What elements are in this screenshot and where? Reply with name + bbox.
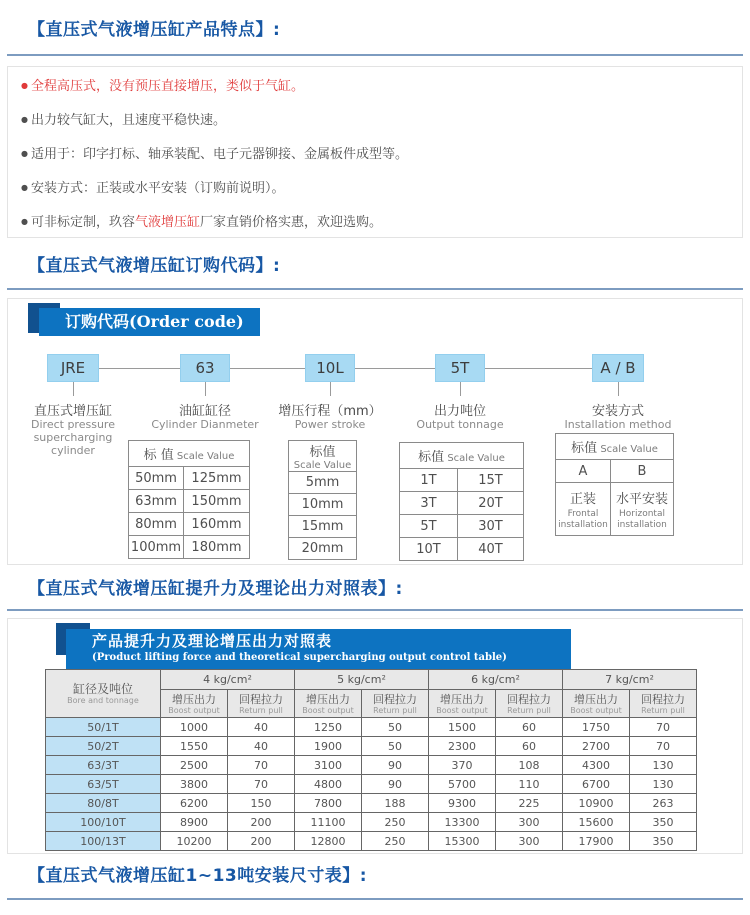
table-cell: 12800 <box>295 832 362 851</box>
table-cell: 250 <box>362 813 429 832</box>
stroke-scale-table <box>288 440 357 560</box>
code-label-en-line: Installation method <box>564 418 672 431</box>
pressure-header: 6 kg/cm² <box>429 670 563 690</box>
table-cell: 15600 <box>563 813 630 832</box>
table-cell: 263 <box>630 794 697 813</box>
table-row <box>129 490 250 513</box>
table-cell: 15mm <box>289 516 357 538</box>
code-label-cn: 增压行程（mm） <box>278 404 382 419</box>
table-cell: 130 <box>630 756 697 775</box>
table-row <box>400 469 524 492</box>
install-option-cn: 正装 <box>569 492 596 507</box>
sub-header-en: Return pull <box>239 706 283 715</box>
table-cell: 20mm <box>289 538 357 560</box>
lift-force-table <box>45 669 697 851</box>
table-cell: 10900 <box>563 794 630 813</box>
table-cell: 1900 <box>295 737 362 756</box>
table-cell: 40T <box>458 538 524 561</box>
table-cell: 3100 <box>295 756 362 775</box>
table-row <box>129 441 250 467</box>
connector-stub <box>73 382 74 396</box>
table-cell: 350 <box>630 832 697 851</box>
table-row <box>129 536 250 559</box>
table-row <box>46 813 697 832</box>
table-row <box>289 516 357 538</box>
scale-header-en: Scale Value <box>293 460 352 471</box>
row-label: 50/2T <box>46 737 161 756</box>
table-row <box>46 670 697 690</box>
table-row <box>556 483 674 536</box>
code-segment: 5T <box>435 354 485 382</box>
code-label-en <box>528 418 708 431</box>
table-row <box>556 434 674 460</box>
code-label-cn: 直压式增压缸 <box>33 404 112 419</box>
table-row <box>289 472 357 494</box>
table-cell: 8900 <box>161 813 228 832</box>
table-cell: 6700 <box>563 775 630 794</box>
sub-header-en: Return pull <box>373 706 417 715</box>
table-cell: 9300 <box>429 794 496 813</box>
code-label-en-line: cylinder <box>51 444 95 457</box>
table-cell: 1250 <box>295 718 362 737</box>
code-label-en-line: Cylinder Dianmeter <box>151 418 259 431</box>
lift-table-head <box>46 670 697 718</box>
table-cell: 180mm <box>184 536 250 559</box>
banner-title-en: (Product lifting force and theoretical supercharging output control table) <box>92 652 507 663</box>
table-cell: 1500 <box>429 718 496 737</box>
lift-table-box <box>7 618 743 854</box>
boost-output-header <box>295 690 362 718</box>
table-cell: 60 <box>496 737 563 756</box>
diameter-scale-table <box>128 440 250 559</box>
table-cell: 40 <box>228 737 295 756</box>
table-cell: 160mm <box>184 513 250 536</box>
table-cell: 90 <box>362 775 429 794</box>
features-box <box>7 66 743 238</box>
table-cell: 370 <box>429 756 496 775</box>
scale-header-cn: 标 值 <box>143 448 174 463</box>
divider <box>7 898 743 900</box>
table-cell: 2700 <box>563 737 630 756</box>
table-cell: 108 <box>496 756 563 775</box>
table-cell: 30T <box>458 515 524 538</box>
row-label: 100/13T <box>46 832 161 851</box>
table-row <box>46 737 697 756</box>
row-label: 80/8T <box>46 794 161 813</box>
code-label-cn: 安装方式 <box>591 404 644 419</box>
code-label-cn: 油缸缸径 <box>178 404 231 419</box>
features-list <box>21 69 732 238</box>
sub-header-en: Boost output <box>168 706 220 715</box>
table-cell: 100mm <box>129 536 184 559</box>
table-cell: 250 <box>362 832 429 851</box>
table-cell: 6200 <box>161 794 228 813</box>
features-heading: 【直压式气液增压缸产品特点】: <box>28 20 281 40</box>
sub-header-cn: 回程拉力 <box>641 693 685 706</box>
sub-header-cn: 回程拉力 <box>239 693 283 706</box>
boost-output-header <box>563 690 630 718</box>
table-cell: 1000 <box>161 718 228 737</box>
table-cell: 5mm <box>289 472 357 494</box>
row-label: 63/5T <box>46 775 161 794</box>
table-cell: 1T <box>400 469 458 492</box>
table-cell: 130 <box>630 775 697 794</box>
bullet-icon: ● <box>21 115 28 124</box>
sub-header-cn: 增压出力 <box>440 693 484 706</box>
pressure-header: 4 kg/cm² <box>161 670 295 690</box>
feature-item: ● 出力较气缸大，且速度平稳快速。 <box>21 113 226 128</box>
table-row <box>46 775 697 794</box>
sub-header-cn: 回程拉力 <box>507 693 551 706</box>
table-cell: 1550 <box>161 737 228 756</box>
code-segment: A / B <box>592 354 644 382</box>
table-row <box>289 494 357 516</box>
connector-stub <box>205 382 206 396</box>
table-cell: 70 <box>228 775 295 794</box>
row-label: 50/1T <box>46 718 161 737</box>
table-row <box>400 443 524 469</box>
scale-header-en: Scale Value <box>597 444 658 455</box>
code-label-cn: 出力吨位 <box>433 404 486 419</box>
table-cell: 3800 <box>161 775 228 794</box>
return-pull-header <box>630 690 697 718</box>
scale-header <box>400 443 524 469</box>
table-cell: 11100 <box>295 813 362 832</box>
install-option-cell <box>556 483 611 536</box>
code-segment: 10L <box>305 354 355 382</box>
install-option-en: Frontal installation <box>558 509 608 530</box>
scale-header-cn: 标值 <box>309 445 336 460</box>
table-cell: 125mm <box>184 467 250 490</box>
install-option-en: Horizontal installation <box>617 509 667 530</box>
scale-header-cn: 标值 <box>571 441 598 456</box>
order-code-heading: 【直压式气液增压缸订购代码】: <box>28 256 281 276</box>
table-cell: 1750 <box>563 718 630 737</box>
table-cell: 40 <box>228 718 295 737</box>
sub-header-en: Return pull <box>507 706 551 715</box>
return-pull-header <box>228 690 295 718</box>
bore-tonnage-header <box>46 670 161 718</box>
tonnage-scale-table <box>399 442 524 561</box>
table-row <box>289 538 357 560</box>
order-code-banner: 订购代码(Order code) <box>39 308 260 336</box>
table-cell: 80mm <box>129 513 184 536</box>
table-cell: 2300 <box>429 737 496 756</box>
table-cell: 90 <box>362 756 429 775</box>
install-option-cell <box>611 483 674 536</box>
table-cell: B <box>611 460 674 483</box>
table-cell: 300 <box>496 832 563 851</box>
table-row <box>46 718 697 737</box>
divider <box>7 288 743 290</box>
table-cell: 15T <box>458 469 524 492</box>
sub-header-cn: 回程拉力 <box>373 693 417 706</box>
bullet-icon: ● <box>21 217 28 226</box>
sub-header-cn: 增压出力 <box>172 693 216 706</box>
bullet-icon: ● <box>21 149 28 158</box>
scale-header-en: Scale Value <box>444 453 505 464</box>
table-cell: 17900 <box>563 832 630 851</box>
sub-header-en: Boost output <box>570 706 622 715</box>
table-row <box>556 460 674 483</box>
sub-header-en: Boost output <box>302 706 354 715</box>
lift-table-body <box>46 718 697 851</box>
boost-output-header <box>429 690 496 718</box>
code-segment: 63 <box>180 354 230 382</box>
table-cell: 10200 <box>161 832 228 851</box>
sub-header-en: Boost output <box>436 706 488 715</box>
connector-stub <box>618 382 619 396</box>
return-pull-header <box>496 690 563 718</box>
table-cell: 70 <box>228 756 295 775</box>
lift-table-banner <box>66 629 571 671</box>
table-cell: 3T <box>400 492 458 515</box>
table-cell: 10mm <box>289 494 357 516</box>
table-cell: 60 <box>496 718 563 737</box>
sub-header-en: Return pull <box>641 706 685 715</box>
feature-item: ● 安装方式：正装或水平安装（订购前说明）。 <box>21 181 285 196</box>
scale-header <box>556 434 674 460</box>
pressure-header: 7 kg/cm² <box>563 670 697 690</box>
install-option-cn: 水平安装 <box>615 492 668 507</box>
feature-item: ● 可非标定制，玖容气液增压缸厂家直销价格实惠，欢迎选购。 <box>21 215 383 230</box>
table-cell: 2500 <box>161 756 228 775</box>
bullet-icon: ● <box>21 183 28 192</box>
table-cell: 70 <box>630 718 697 737</box>
table-cell: 110 <box>496 775 563 794</box>
table-cell: 5700 <box>429 775 496 794</box>
banner-title-cn: 产品提升力及理论增压出力对照表 <box>92 632 333 650</box>
table-cell: 15300 <box>429 832 496 851</box>
table-cell: 50 <box>362 718 429 737</box>
boost-output-header <box>161 690 228 718</box>
table-cell: 5T <box>400 515 458 538</box>
scale-header <box>289 441 357 472</box>
row-label: 100/10T <box>46 813 161 832</box>
table-cell: 350 <box>630 813 697 832</box>
table-cell: 13300 <box>429 813 496 832</box>
table-row <box>46 756 697 775</box>
table-cell: 70 <box>630 737 697 756</box>
row-label: 63/3T <box>46 756 161 775</box>
sub-header-cn: 增压出力 <box>306 693 350 706</box>
divider <box>7 609 743 611</box>
scale-header <box>129 441 250 467</box>
divider <box>7 54 743 56</box>
connector-stub <box>460 382 461 396</box>
table-row <box>400 492 524 515</box>
table-cell: 300 <box>496 813 563 832</box>
table-cell: 150mm <box>184 490 250 513</box>
table-cell: 188 <box>362 794 429 813</box>
table-row <box>400 538 524 561</box>
lift-table-heading: 【直压式气液增压缸提升力及理论出力对照表】: <box>28 579 403 599</box>
pressure-header: 5 kg/cm² <box>295 670 429 690</box>
table-cell: 200 <box>228 832 295 851</box>
bore-tonnage-cn: 缸径及吨位 <box>72 681 133 696</box>
connector-stub <box>330 382 331 396</box>
code-label-en-line: supercharging <box>33 431 113 444</box>
table-cell: 4300 <box>563 756 630 775</box>
install-scale-table <box>555 433 674 536</box>
code-label-en-line: Power stroke <box>294 418 366 431</box>
table-cell: 200 <box>228 813 295 832</box>
table-cell: 63mm <box>129 490 184 513</box>
scale-header-en: Scale Value <box>173 451 235 462</box>
scale-header-cn: 标值 <box>418 450 445 465</box>
sub-header-cn: 增压出力 <box>574 693 618 706</box>
feature-item: ● 全程高压式，没有预压直接增压，类似于气缸。 <box>21 79 304 94</box>
order-code-box <box>7 298 743 565</box>
code-label-en-line: Output tonnage <box>416 418 504 431</box>
table-cell: 225 <box>496 794 563 813</box>
table-cell: 10T <box>400 538 458 561</box>
bore-tonnage-en: Bore and tonnage <box>67 695 139 705</box>
table-cell: 4800 <box>295 775 362 794</box>
table-row <box>129 513 250 536</box>
bullet-icon: ● <box>21 81 28 90</box>
table-row <box>400 515 524 538</box>
code-segment: JRE <box>47 354 99 382</box>
return-pull-header <box>362 690 429 718</box>
table-row <box>289 441 357 472</box>
table-row <box>129 467 250 490</box>
table-cell: A <box>556 460 611 483</box>
keyword-link[interactable]: 气液增压缸 <box>135 215 201 230</box>
table-cell: 20T <box>458 492 524 515</box>
table-cell: 50 <box>362 737 429 756</box>
table-row <box>46 794 697 813</box>
table-cell: 7800 <box>295 794 362 813</box>
code-label-en-line: Direct pressure <box>31 418 115 431</box>
code-label-en <box>370 418 550 431</box>
feature-item: ● 适用于：印字打标、轴承装配、电子元器铆接、金属板件成型等。 <box>21 147 408 162</box>
table-row <box>46 832 697 851</box>
dimensions-heading: 【直压式气液增压缸1~13吨安装尺寸表】: <box>28 866 368 886</box>
table-cell: 50mm <box>129 467 184 490</box>
table-cell: 150 <box>228 794 295 813</box>
